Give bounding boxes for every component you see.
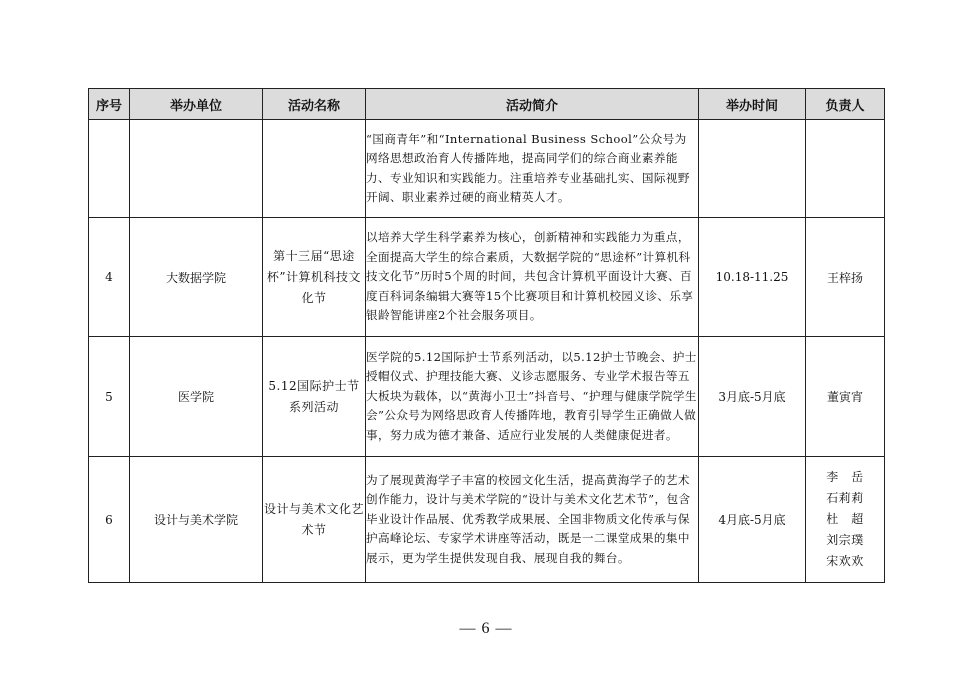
person-name: 宋欢欢 [826, 554, 864, 568]
cell-org [130, 120, 263, 218]
person-name: 李 岳 [826, 470, 864, 484]
cell-intro: “国商青年”和“International Business School”公众号为网络思想政治育人传播阵地，提高同学们的综合商业素养能力、专业知识和实践能力。注重培养专业基础扎实、国际视野开阔、职业素养过硬的商业精英人才。 [366, 120, 699, 218]
cell-intro: 为了展现黄海学子丰富的校园文化生活，提高黄海学子的艺术创作能力，设计与美术学院的“设计与美术文化艺术节”，包含毕业设计作品展、优秀教学成果展、全国非物质文化传承与保护高峰论坛、专家学术讲座等活动，既是一二课堂成果的集中展示，更为学生提供发现自我、展现自我的舞台。 [366, 457, 699, 583]
cell-person: 王梓扬 [806, 218, 885, 337]
cell-num: 6 [89, 457, 130, 583]
header-org: 举办单位 [130, 89, 263, 120]
header-intro: 活动简介 [366, 89, 699, 120]
cell-org: 大数据学院 [130, 218, 263, 337]
cell-time: 10.18-11.25 [699, 218, 806, 337]
cell-time [699, 120, 806, 218]
header-person: 负责人 [806, 89, 885, 120]
header-name: 活动名称 [263, 89, 366, 120]
cell-time: 3月底-5月底 [699, 337, 806, 457]
cell-num [89, 120, 130, 218]
cell-org: 医学院 [130, 337, 263, 457]
cell-time: 4月底-5月底 [699, 457, 806, 583]
header-num: 序号 [89, 89, 130, 120]
cell-num: 4 [89, 218, 130, 337]
cell-person [806, 457, 885, 583]
page-number: — 6 — [459, 620, 513, 637]
cell-name: 设计与美术文化艺术节 [263, 457, 366, 583]
cell-person: 董寅宵 [806, 337, 885, 457]
table-header-row [89, 89, 885, 120]
person-name: 刘宗璞 [826, 533, 864, 547]
cell-name: 第十三届“思途杯”计算机科技文化节 [263, 218, 366, 337]
cell-org: 设计与美术学院 [130, 457, 263, 583]
person-name: 石莉莉 [826, 491, 864, 505]
table-row [89, 218, 885, 337]
table-row [89, 120, 885, 218]
person-name: 杜 超 [826, 512, 864, 526]
table-row [89, 457, 885, 583]
cell-person [806, 120, 885, 218]
header-time: 举办时间 [699, 89, 806, 120]
cell-name [263, 120, 366, 218]
cell-intro: 以培养大学生科学素养为核心，创新精神和实践能力为重点，全面提高大学生的综合素质，大数据学院的“思途杯”计算机科技文化节”历时5个周的时间，共包含计算机平面设计大赛、百度百科词条编辑大赛等15个比赛项目和计算机校园义诊、乐享银龄智能讲座2个社会服务项目。 [366, 218, 699, 337]
cell-num: 5 [89, 337, 130, 457]
cell-intro: 医学院的5.12国际护士节系列活动，以5.12护士节晚会、护士授帽仪式、护理技能大赛、义诊志愿服务、专业学术报告等五大板块为载体，以“黄海小卫士”抖音号、“护理与健康学院学生会”公众号为网络思政育人传播阵地，教育引导学生正确做人做事，努力成为德才兼备、适应行业发展的人类健康促进者。 [366, 337, 699, 457]
table-row [89, 337, 885, 457]
activity-table [88, 88, 885, 583]
cell-name: 5.12国际护士节系列活动 [263, 337, 366, 457]
